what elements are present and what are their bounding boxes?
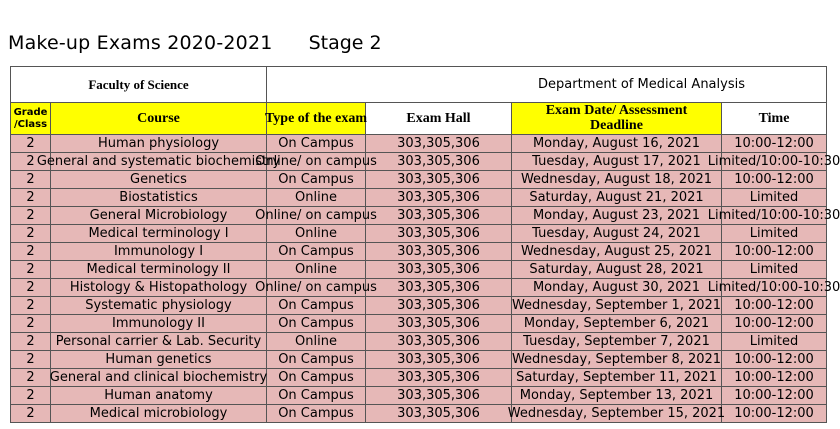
hall-cell <box>366 207 512 225</box>
hall-cell <box>366 243 512 261</box>
grade-cell-text: 2 <box>26 243 35 259</box>
type-cell <box>255 279 377 297</box>
course-cell <box>51 405 267 423</box>
grade-cell-text: 2 <box>26 153 35 169</box>
grade-cell <box>11 351 51 369</box>
table-row <box>11 135 827 153</box>
type-cell <box>267 351 366 369</box>
type-cell <box>267 405 366 423</box>
time-cell-text: Limited <box>749 189 799 205</box>
table-row <box>11 405 827 423</box>
type-cell-text: On Campus <box>278 405 354 421</box>
hall-cell-text: 303,305,306 <box>397 207 480 223</box>
date-cell-text: Saturday, September 11, 2021 <box>516 369 717 385</box>
date-cell <box>512 315 722 333</box>
grade-cell <box>11 261 51 279</box>
course-cell <box>51 243 267 261</box>
course-cell <box>51 135 267 153</box>
course-cell-text: General Microbiology <box>89 207 228 223</box>
grade-cell-text: 2 <box>26 369 35 385</box>
course-cell-text: Immunology I <box>113 243 204 259</box>
course-cell-text: General and systematic biochemistry <box>36 153 281 169</box>
date-cell <box>512 153 722 171</box>
hall-cell <box>366 189 512 207</box>
time-cell <box>722 369 827 387</box>
hall-cell-text: 303,305,306 <box>397 297 480 313</box>
department-cell <box>267 67 827 103</box>
date-cell-text: Wednesday, September 1, 2021 <box>511 297 722 313</box>
time-cell-text: 10:00-12:00 <box>734 135 814 151</box>
course-cell-text: Biostatistics <box>119 189 198 205</box>
date-cell-text: Tuesday, August 17, 2021 <box>532 153 701 169</box>
time-cell-text: 10:00-12:00 <box>734 243 814 259</box>
table-row <box>11 333 827 351</box>
date-cell-text: Monday, September 13, 2021 <box>519 387 714 403</box>
date-cell-text: Monday, August 30, 2021 <box>532 279 701 295</box>
date-cell <box>512 333 722 351</box>
hall-cell <box>366 405 512 423</box>
grade-cell <box>11 297 51 315</box>
hall-cell <box>366 369 512 387</box>
time-cell <box>722 243 827 261</box>
hall-cell <box>366 297 512 315</box>
date-cell-text: Wednesday, August 18, 2021 <box>520 171 713 187</box>
grade-cell <box>11 171 51 189</box>
grade-cell <box>11 405 51 423</box>
hall-cell-text: 303,305,306 <box>397 351 480 367</box>
table-row <box>11 189 827 207</box>
time-cell-text: Limited/10:00-10:30 <box>707 207 840 223</box>
course-cell-text: Medical terminology I <box>88 225 229 241</box>
date-cell <box>512 135 722 153</box>
hall-cell-text: 303,305,306 <box>397 387 480 403</box>
time-cell <box>722 351 827 369</box>
hall-cell <box>366 261 512 279</box>
course-cell-text: Personal carrier & Lab. Security <box>55 333 262 349</box>
time-cell-text: Limited <box>749 261 799 277</box>
table-row <box>11 369 827 387</box>
grade-cell-text: 2 <box>26 171 35 187</box>
hall-cell <box>366 279 512 297</box>
hall-cell <box>366 135 512 153</box>
course-cell-text: Human physiology <box>97 135 220 151</box>
date-cell <box>512 189 722 207</box>
grade-cell-text: 2 <box>26 135 35 151</box>
grade-cell-text: 2 <box>26 351 35 367</box>
grade-cell <box>11 279 51 297</box>
grade-cell-text: 2 <box>26 261 35 277</box>
hall-cell-text: 303,305,306 <box>397 261 480 277</box>
type-header-label: Type of the exam <box>265 110 367 126</box>
date-cell <box>512 387 722 405</box>
time-cell <box>722 189 827 207</box>
column-header-row <box>11 103 827 135</box>
faculty-header-row <box>11 67 827 103</box>
date-cell <box>512 261 722 279</box>
time-cell <box>722 387 827 405</box>
type-cell <box>255 207 377 225</box>
type-cell-text: Online/ on campus <box>255 153 377 169</box>
type-cell <box>267 135 366 153</box>
grade-cell <box>11 369 51 387</box>
date-cell <box>512 207 722 225</box>
time-cell-text: 10:00-12:00 <box>734 171 814 187</box>
course-cell <box>51 351 267 369</box>
title-row <box>8 30 382 56</box>
hall-cell <box>366 315 512 333</box>
time-cell <box>722 405 827 423</box>
type-cell <box>255 153 377 171</box>
grade-cell <box>11 387 51 405</box>
grade-cell-text: 2 <box>26 315 35 331</box>
course-cell-text: Genetics <box>130 171 187 187</box>
type-cell-text: Online <box>295 225 337 241</box>
course-header: Course <box>51 103 267 135</box>
hall-cell-text: 303,305,306 <box>397 225 480 241</box>
date-cell-text: Saturday, August 28, 2021 <box>529 261 704 277</box>
date-cell-text: Monday, September 6, 2021 <box>523 315 710 331</box>
table-row <box>11 225 827 243</box>
time-cell-text: Limited <box>749 333 799 349</box>
grade-cell <box>11 225 51 243</box>
table-row <box>11 243 827 261</box>
date-cell-text: Tuesday, September 7, 2021 <box>523 333 710 349</box>
course-cell <box>51 279 267 297</box>
date-cell-text: Wednesday, August 25, 2021 <box>520 243 713 259</box>
time-cell <box>707 279 840 297</box>
type-cell-text: On Campus <box>278 171 354 187</box>
hall-cell <box>366 153 512 171</box>
type-cell-text: On Campus <box>278 315 354 331</box>
type-cell-text: Online <box>295 189 337 205</box>
course-cell <box>51 297 267 315</box>
course-cell <box>51 315 267 333</box>
time-cell <box>722 261 827 279</box>
time-cell <box>722 315 827 333</box>
grade-cell-text: 2 <box>26 387 35 403</box>
grade-cell <box>11 135 51 153</box>
time-cell <box>722 297 827 315</box>
type-cell <box>267 387 366 405</box>
stage-label: Stage 2 <box>308 32 382 54</box>
type-cell <box>267 297 366 315</box>
date-cell-text: Wednesday, September 15, 2021 <box>507 405 726 421</box>
course-cell <box>51 261 267 279</box>
type-cell <box>267 171 366 189</box>
course-cell-text: Human anatomy <box>104 387 213 403</box>
type-cell-text: On Campus <box>278 243 354 259</box>
type-cell-text: Online/ on campus <box>255 279 377 295</box>
type-cell <box>267 261 366 279</box>
course-cell <box>51 225 267 243</box>
type-cell-text: On Campus <box>278 387 354 403</box>
time-cell <box>722 333 827 351</box>
date-cell-text: Monday, August 16, 2021 <box>532 135 701 151</box>
time-cell <box>722 225 827 243</box>
hall-cell-text: 303,305,306 <box>397 369 480 385</box>
hall-cell-text: 303,305,306 <box>397 315 480 331</box>
hall-cell <box>366 333 512 351</box>
hall-cell-text: 303,305,306 <box>397 279 480 295</box>
hall-cell-text: 303,305,306 <box>397 135 480 151</box>
course-cell <box>36 153 281 171</box>
course-cell-text: General and clinical biochemistry <box>49 369 268 385</box>
hall-cell-text: 303,305,306 <box>397 171 480 187</box>
type-cell-text: On Campus <box>278 369 354 385</box>
grade-cell-text: 2 <box>26 207 35 223</box>
time-cell <box>722 135 827 153</box>
time-cell-text: 10:00-12:00 <box>734 297 814 313</box>
hall-cell-text: 303,305,306 <box>397 153 480 169</box>
grade-cell <box>11 315 51 333</box>
type-cell <box>267 315 366 333</box>
course-cell <box>51 333 267 351</box>
type-cell-text: Online <box>295 261 337 277</box>
hall-cell-text: 303,305,306 <box>397 333 480 349</box>
course-cell-text: Medical terminology II <box>86 261 231 277</box>
course-cell-text: Immunology II <box>112 315 205 331</box>
time-cell <box>707 153 840 171</box>
table-row <box>11 297 827 315</box>
type-cell-text: Online/ on campus <box>255 207 377 223</box>
type-cell <box>267 225 366 243</box>
course-cell-text: Human genetics <box>105 351 212 367</box>
time-cell-text: 10:00-12:00 <box>734 405 814 421</box>
time-cell-text: 10:00-12:00 <box>734 369 814 385</box>
hall-header: Exam Hall <box>366 103 512 135</box>
date-cell <box>512 225 722 243</box>
table-row <box>11 351 827 369</box>
type-header <box>267 103 366 135</box>
hall-cell <box>366 225 512 243</box>
time-cell <box>722 171 827 189</box>
time-cell-text: Limited <box>749 225 799 241</box>
date-cell <box>512 297 722 315</box>
type-cell-text: On Campus <box>278 351 354 367</box>
hall-cell <box>366 351 512 369</box>
time-cell <box>707 207 840 225</box>
grade-cell-text: 2 <box>26 189 35 205</box>
hall-cell <box>366 171 512 189</box>
date-cell-text: Saturday, August 21, 2021 <box>529 189 704 205</box>
grade-header: Grade /Class <box>11 103 51 135</box>
course-cell <box>51 189 267 207</box>
course-cell-text: Medical microbiology <box>89 405 228 421</box>
exam-table <box>10 66 840 423</box>
grade-cell-text: 2 <box>26 225 35 241</box>
grade-cell-text: 2 <box>26 297 35 313</box>
time-cell-text: Limited/10:00-10:30 <box>707 153 840 169</box>
type-cell <box>267 369 366 387</box>
table-row <box>11 387 827 405</box>
grade-cell-text: 2 <box>26 333 35 349</box>
course-cell <box>51 369 267 387</box>
table-row <box>11 315 827 333</box>
date-cell-text: Wednesday, September 8, 2021 <box>511 351 722 367</box>
grade-cell <box>11 207 51 225</box>
course-cell <box>51 207 267 225</box>
type-cell <box>267 189 366 207</box>
table-row <box>11 171 827 189</box>
type-cell-text: On Campus <box>278 135 354 151</box>
hall-cell-text: 303,305,306 <box>397 189 480 205</box>
date-cell <box>512 279 722 297</box>
date-header: Exam Date/ Assessment Deadline <box>512 103 722 135</box>
time-cell-text: 10:00-12:00 <box>734 351 814 367</box>
table-row <box>11 261 827 279</box>
course-cell <box>51 387 267 405</box>
type-cell <box>267 333 366 351</box>
grade-cell <box>11 333 51 351</box>
course-cell-text: Histology & Histopathology <box>69 279 248 295</box>
date-cell <box>512 351 722 369</box>
time-cell-text: 10:00-12:00 <box>734 387 814 403</box>
department-label: Department of Medical Analysis <box>538 76 745 92</box>
course-cell-text: Systematic physiology <box>85 297 232 313</box>
type-cell-text: Online <box>295 333 337 349</box>
hall-cell-text: 303,305,306 <box>397 243 480 259</box>
course-cell <box>51 171 267 189</box>
grade-cell-text: 2 <box>26 405 35 421</box>
type-cell-text: On Campus <box>278 297 354 313</box>
date-cell-text: Tuesday, August 24, 2021 <box>532 225 701 241</box>
hall-cell <box>366 387 512 405</box>
type-cell <box>267 243 366 261</box>
time-cell-text: 10:00-12:00 <box>734 315 814 331</box>
date-cell-text: Monday, August 23, 2021 <box>532 207 701 223</box>
date-cell <box>512 243 722 261</box>
faculty-cell: Faculty of Science <box>11 67 267 103</box>
grade-cell <box>11 243 51 261</box>
time-header: Time <box>722 103 827 135</box>
table-row <box>11 207 827 225</box>
date-cell <box>512 171 722 189</box>
time-cell-text: Limited/10:00-10:30 <box>707 279 840 295</box>
hall-cell-text: 303,305,306 <box>397 405 480 421</box>
date-cell <box>512 369 722 387</box>
table-row <box>11 279 827 297</box>
page-title: Make-up Exams 2020-2021 <box>8 32 273 54</box>
table-row <box>11 153 827 171</box>
grade-cell <box>11 189 51 207</box>
date-cell <box>507 405 726 423</box>
grade-cell-text: 2 <box>26 279 35 295</box>
